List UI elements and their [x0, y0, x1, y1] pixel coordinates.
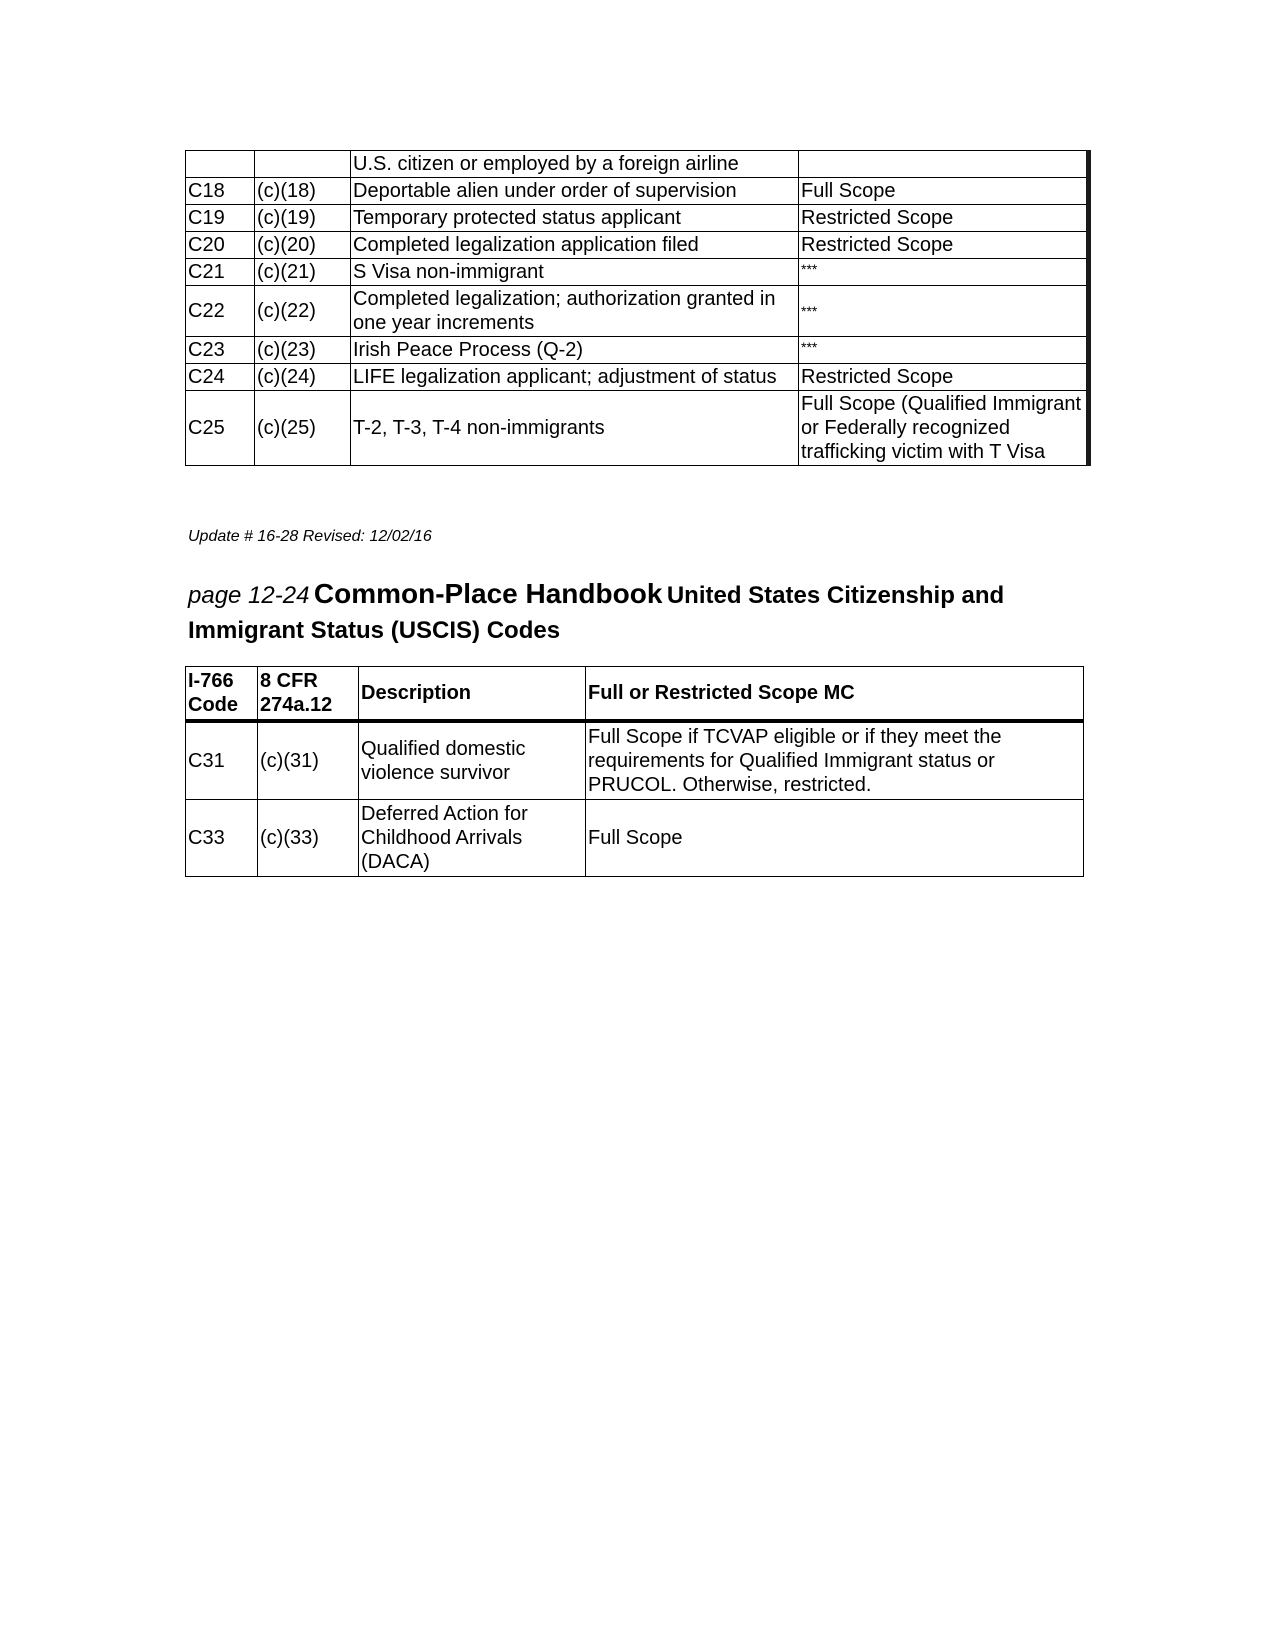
- code-cell: [186, 151, 255, 178]
- description-cell: Completed legalization application filed: [351, 232, 799, 259]
- code-cell: C33: [186, 800, 258, 877]
- table-row: [186, 800, 1084, 877]
- description-cell: LIFE legalization applicant; adjustment of status: [351, 364, 799, 391]
- code-cell: C24: [186, 364, 255, 391]
- code-cell: C25: [186, 391, 255, 466]
- table-row: [186, 259, 1089, 286]
- cfr-cell: (c)(21): [255, 259, 351, 286]
- handbook-title: Common-Place Handbook: [313, 578, 663, 609]
- table-row: [186, 232, 1089, 259]
- column-header-scope: Full or Restricted Scope MC: [586, 667, 1084, 722]
- page-heading: [188, 578, 1068, 650]
- cfr-cell: (c)(22): [255, 286, 351, 337]
- table-header-row: [186, 667, 1084, 722]
- cfr-cell: (c)(20): [255, 232, 351, 259]
- table-row: [186, 391, 1089, 466]
- description-cell: Deportable alien under order of supervision: [351, 178, 799, 205]
- table-row: [186, 364, 1089, 391]
- scope-cell: Full Scope: [799, 178, 1089, 205]
- cfr-cell: (c)(23): [255, 337, 351, 364]
- scope-cell: Full Scope (Qualified Immigrant or Federally recognized trafficking victim with T Visa: [799, 391, 1089, 466]
- scope-cell: ***: [799, 337, 1089, 364]
- scope-cell: Full Scope: [586, 800, 1084, 877]
- table-row: [186, 151, 1089, 178]
- cfr-cell: (c)(24): [255, 364, 351, 391]
- uscis-codes-table-continued: [185, 150, 1091, 466]
- scope-cell: Restricted Scope: [799, 205, 1089, 232]
- cfr-cell: (c)(18): [255, 178, 351, 205]
- table-row: [186, 721, 1084, 800]
- scope-cell: ***: [799, 286, 1089, 337]
- codes-table: [185, 150, 1091, 466]
- column-header-cfr: 8 CFR 274a.12: [258, 667, 359, 722]
- cfr-cell: (c)(25): [255, 391, 351, 466]
- table-row: [186, 337, 1089, 364]
- description-cell: U.S. citizen or employed by a foreign airline: [351, 151, 799, 178]
- scope-cell: Restricted Scope: [799, 364, 1089, 391]
- code-cell: C19: [186, 205, 255, 232]
- scope-cell: Full Scope if TCVAP eligible or if they meet the requirements for Qualified Immigrant status or PRUCOL. Otherwise, restricted.: [586, 721, 1084, 800]
- description-cell: S Visa non-immigrant: [351, 259, 799, 286]
- table-row: [186, 205, 1089, 232]
- table-row: [186, 178, 1089, 205]
- scope-cell: Restricted Scope: [799, 232, 1089, 259]
- update-revision-note: Update # 16-28 Revised: 12/02/16: [188, 528, 432, 545]
- cfr-cell: (c)(19): [255, 205, 351, 232]
- uscis-codes-table: [185, 666, 1084, 877]
- column-header-code: I-766 Code: [186, 667, 258, 722]
- description-cell: Irish Peace Process (Q-2): [351, 337, 799, 364]
- column-header-description: Description: [359, 667, 586, 722]
- page-number: page 12-24: [188, 582, 310, 609]
- description-cell: Deferred Action for Childhood Arrivals (DACA): [359, 800, 586, 877]
- section-title: United States Citizenship and Immigrant Status (USCIS) Codes: [188, 582, 1005, 644]
- code-cell: C20: [186, 232, 255, 259]
- description-cell: Temporary protected status applicant: [351, 205, 799, 232]
- scope-cell: ***: [799, 259, 1089, 286]
- cfr-cell: (c)(33): [258, 800, 359, 877]
- code-cell: C21: [186, 259, 255, 286]
- cfr-cell: [255, 151, 351, 178]
- code-cell: C23: [186, 337, 255, 364]
- table-row: [186, 286, 1089, 337]
- description-cell: Qualified domestic violence survivor: [359, 721, 586, 800]
- code-cell: C22: [186, 286, 255, 337]
- description-cell: Completed legalization; authorization granted in one year increments: [351, 286, 799, 337]
- cfr-cell: (c)(31): [258, 721, 359, 800]
- codes-table: [185, 666, 1084, 877]
- code-cell: C18: [186, 178, 255, 205]
- description-cell: T-2, T-3, T-4 non-immigrants: [351, 391, 799, 466]
- scope-cell: [799, 151, 1089, 178]
- code-cell: C31: [186, 721, 258, 800]
